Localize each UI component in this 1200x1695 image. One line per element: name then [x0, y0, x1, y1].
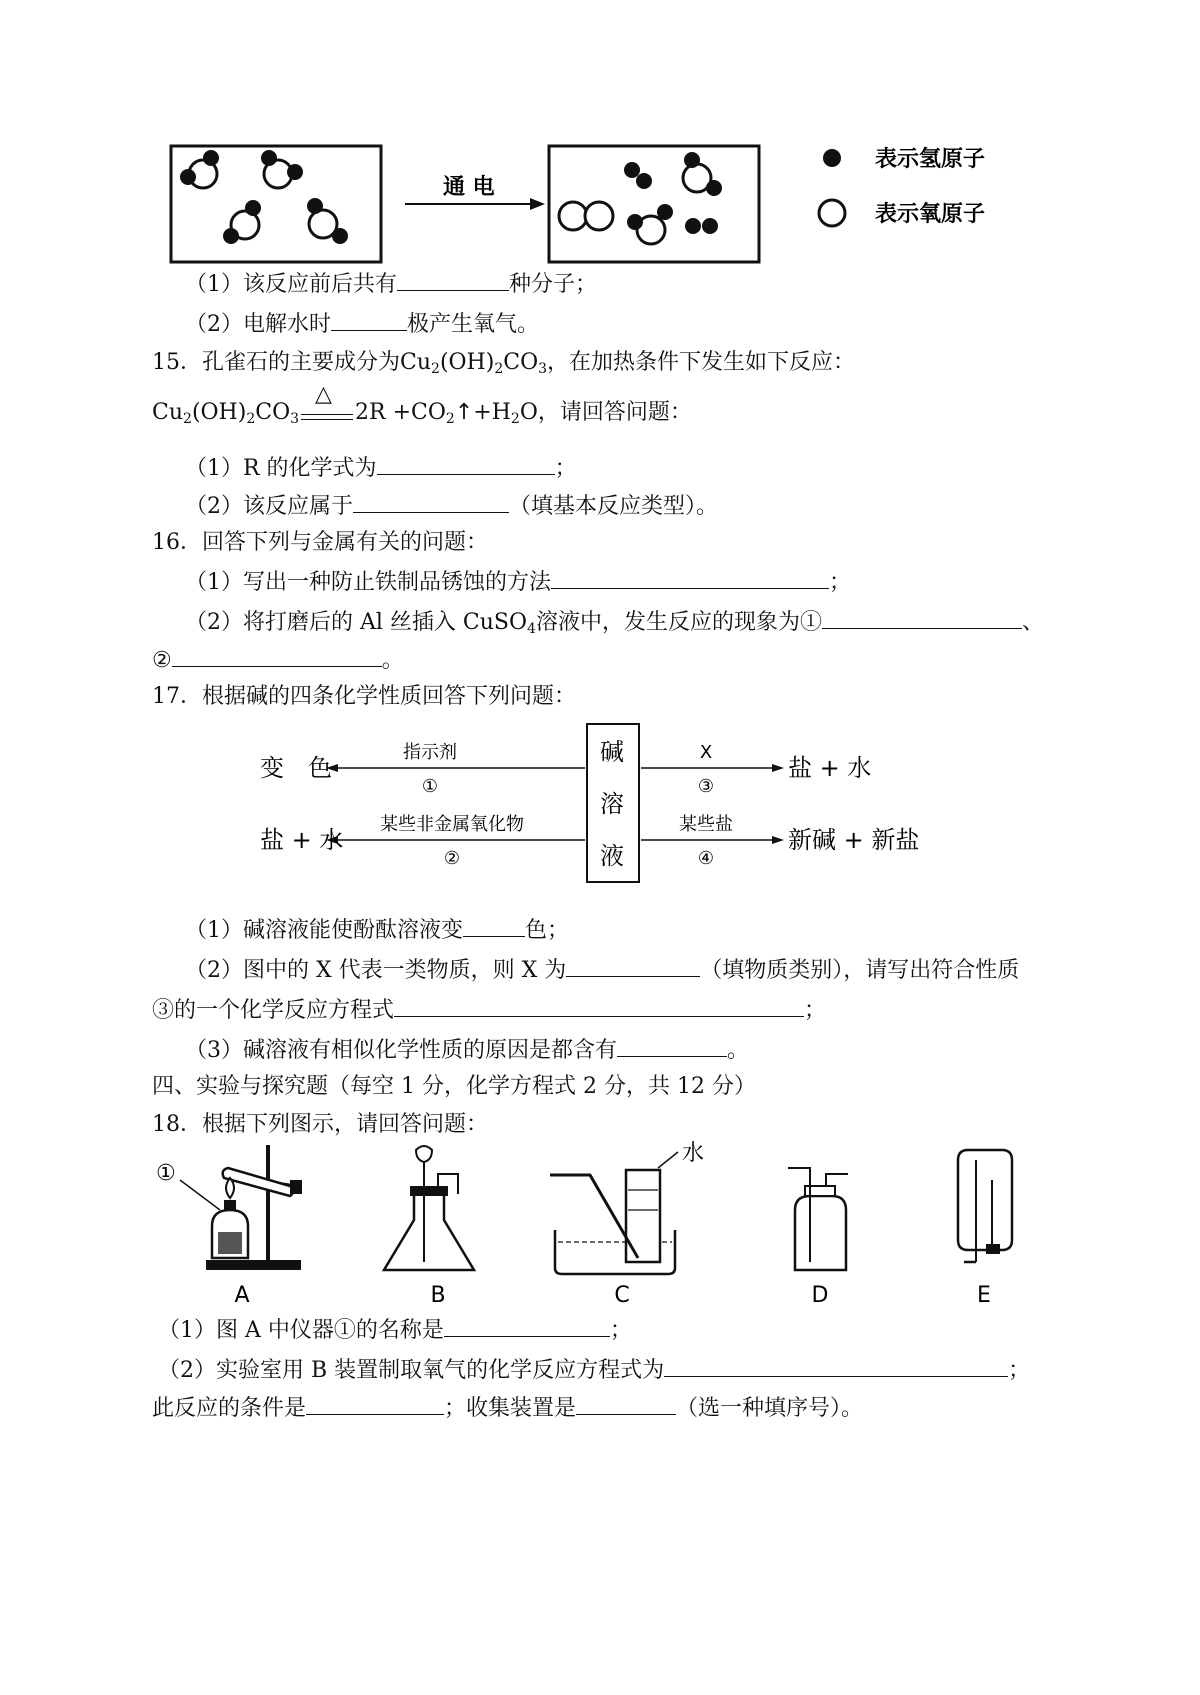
q18-part1: （1）图 A 中仪器①的名称是 ； [158, 1314, 632, 1346]
answer-blank[interactable] [394, 994, 804, 1017]
answer-blank[interactable] [353, 490, 509, 513]
water-molecule [307, 198, 348, 244]
center-char-1: 碱 [600, 738, 624, 766]
apparatus-d [788, 1168, 848, 1270]
base-properties-diagram [260, 718, 990, 888]
hydrogen-molecule [624, 162, 652, 189]
arrow2-label: 某些非金属氧化物 [380, 814, 524, 835]
q16-intro: 16．回答下列与金属有关的问题： [152, 530, 488, 555]
answer-blank[interactable] [377, 452, 555, 475]
equation-rhs: $2R +CO_2↑+H_2O$ [355, 400, 538, 427]
water-molecule [223, 200, 261, 244]
q18-part3: 此反应的条件是 ；收集装置是 （选一种填序号）。 [152, 1392, 863, 1424]
q17-part1: （1）碱溶液能使酚酞溶液变 色； [185, 914, 569, 946]
answer-blank[interactable] [463, 914, 525, 937]
arrow3-num: ③ [697, 776, 715, 797]
q17-intro: 17．根据碱的四条化学性质回答下列问题： [152, 684, 576, 709]
hydrogen-atom-icon [823, 149, 841, 167]
arrow2-num: ② [443, 848, 461, 869]
q15-part1: （1）R 的化学式为 ； [185, 452, 577, 484]
legend-oxygen: 表示氧原子 [875, 202, 986, 227]
section4-heading: 四、实验与探究题（每空 1 分，化学方程式 2 分，共 12 分） [152, 1074, 756, 1099]
q18-intro: 18．根据下列图示，请回答问题： [152, 1112, 488, 1137]
q17-part3: （3）碱溶液有相似化学性质的原因是都含有 。 [185, 1034, 749, 1066]
arrow-label: 通 电 [443, 175, 495, 200]
apparatus-figure [150, 1140, 1030, 1310]
q15-intro: 15．孔雀石的主要成分为$Cu_2(OH)_2CO_3$，在加热条件下发生如下反应： [152, 350, 856, 377]
malachite-formula: $Cu_2(OH)_2CO_3$ [400, 350, 548, 377]
q14-part1: （1）该反应前后共有 种分子； [185, 268, 597, 300]
q16-part3: ② 。 [152, 644, 404, 676]
right-bottom-result: 新碱 + 新盐 [788, 826, 920, 854]
q14-part2: （2）电解水时 极产生氧气。 [185, 308, 539, 340]
arrow4-num: ④ [697, 848, 715, 869]
hydrogen-molecule [685, 218, 718, 234]
heat-condition: △ [299, 398, 355, 428]
answer-blank[interactable] [397, 268, 509, 291]
label-b: B [430, 1283, 446, 1308]
water-molecule [180, 150, 219, 188]
arrow1-num: ① [421, 776, 439, 797]
label-a: A [234, 1283, 250, 1308]
q15-part2: （2）该反应属于 （填基本反应类型）。 [185, 490, 718, 522]
arrow4-label: 某些盐 [679, 814, 733, 835]
center-char-2: 溶 [600, 790, 624, 818]
answer-blank[interactable] [551, 566, 829, 589]
q16-part1: （1）写出一种防止铁制品锈蚀的方法 ； [185, 566, 851, 598]
water-molecule [627, 204, 673, 244]
left-bottom-result: 盐 + 水 [260, 826, 344, 854]
label-c: C [614, 1283, 630, 1308]
q16-part2: （2）将打磨后的 Al 丝插入 CuSO$_4$溶液中，发生反应的现象为① 、 [185, 606, 1044, 638]
left-top-result: 变 色 [260, 754, 332, 782]
answer-blank[interactable] [306, 1392, 444, 1415]
water-molecule [683, 152, 722, 196]
apparatus-a [156, 1145, 302, 1270]
legend-hydrogen: 表示氢原子 [875, 147, 986, 172]
answer-blank[interactable] [172, 644, 382, 667]
arrow3-label: X [699, 742, 713, 763]
answer-blank[interactable] [617, 1034, 727, 1057]
equation-lhs: $Cu_2(OH)_2CO_3$ [152, 400, 300, 427]
label-e: E [977, 1283, 991, 1308]
q17-part2b: ③的一个化学反应方程式 ； [152, 994, 826, 1026]
arrow1-label: 指示剂 [403, 742, 457, 763]
answer-blank[interactable] [566, 954, 700, 977]
answer-blank[interactable] [331, 308, 407, 331]
answer-blank[interactable] [576, 1392, 676, 1415]
apparatus-b [384, 1146, 474, 1270]
electrolysis-figure [165, 140, 1100, 270]
answer-blank[interactable] [664, 1354, 1008, 1377]
oxygen-molecule [559, 202, 613, 230]
center-char-3: 液 [600, 842, 624, 870]
alcohol-lamp-icon [212, 1178, 248, 1258]
instrument-marker: ① [156, 1161, 176, 1186]
answer-blank[interactable] [822, 606, 1022, 629]
water-label: 水 [682, 1141, 705, 1166]
label-d: D [811, 1283, 829, 1308]
apparatus-e [958, 1150, 1012, 1262]
q15-equation: $Cu_2(OH)_2CO_3$ △ $2R +CO_2↑+H_2O$，请回答问题： [152, 382, 692, 427]
water-molecule [261, 150, 303, 188]
right-top-result: 盐 + 水 [788, 754, 872, 782]
oxygen-atom-icon [819, 200, 845, 226]
q18-part2: （2）实验室用 B 装置制取氧气的化学反应方程式为 ； [158, 1354, 1030, 1386]
apparatus-c [550, 1141, 704, 1274]
q17-part2: （2）图中的 X 代表一类物质，则 X 为 （填物质类别），请写出符合性质 [185, 954, 1019, 986]
answer-blank[interactable] [444, 1314, 610, 1337]
